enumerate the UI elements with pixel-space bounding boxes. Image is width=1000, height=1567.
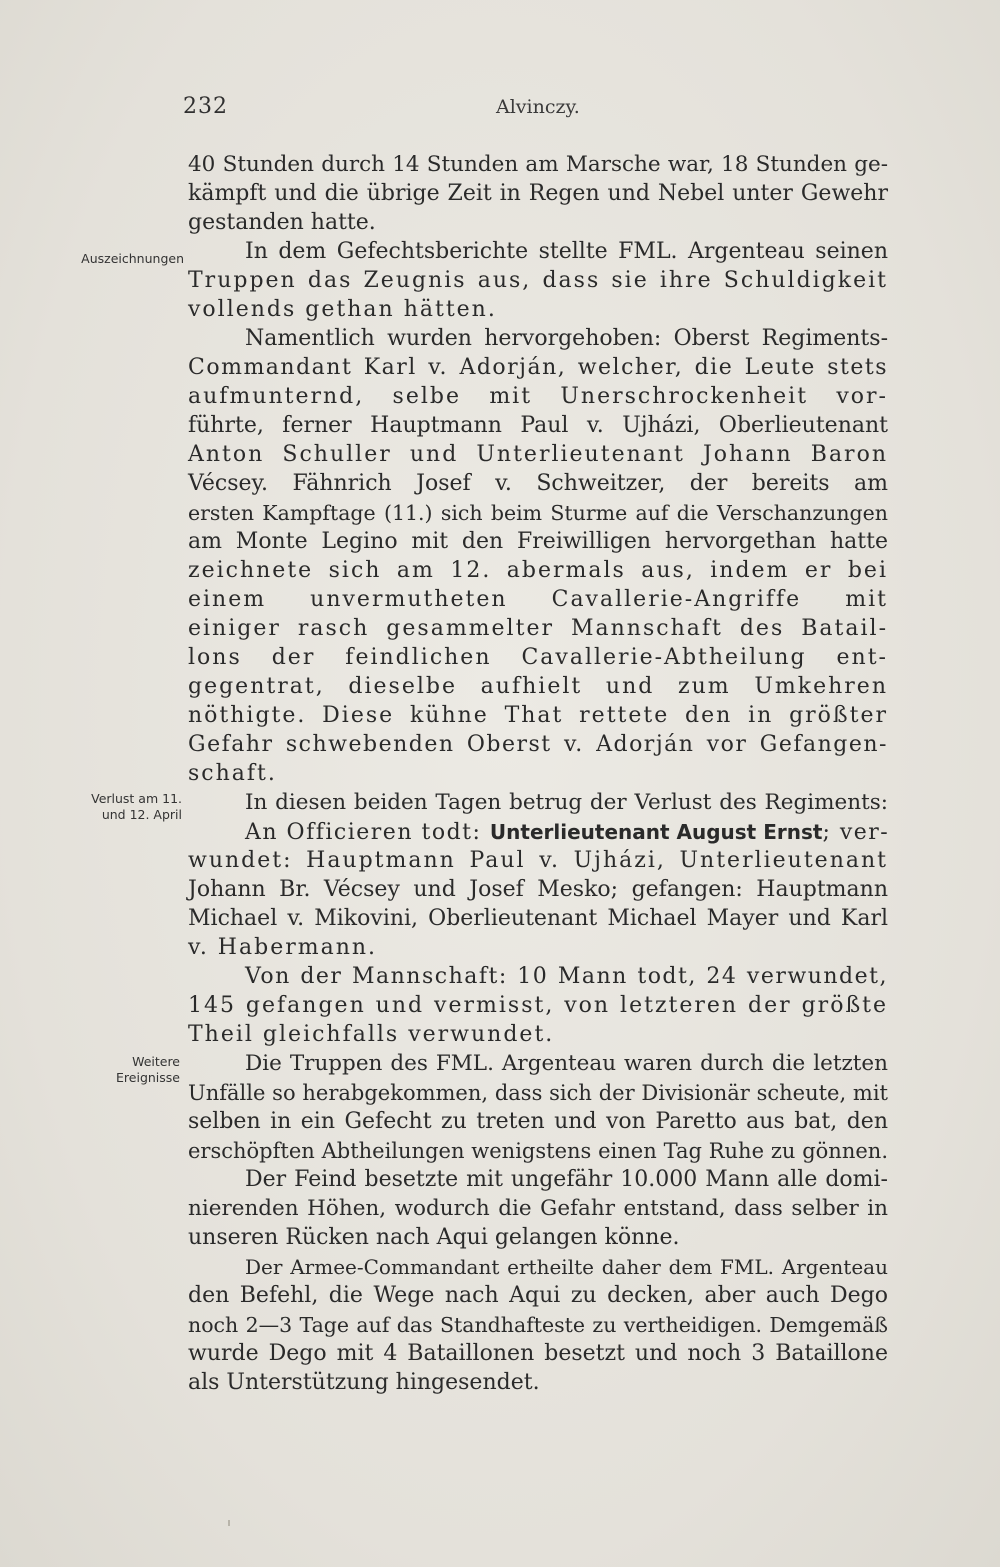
text-line: Unfälle so herabgekommen, dass sich der Divisionär scheute, mit [188,1081,888,1105]
text-line: In diesen beiden Tagen betrug der Verlust des Regiments: [245,790,888,815]
margin-note-weitere-ereignisse: Weitere Ereignisse [116,1054,180,1085]
text-line: unseren Rücken nach Aqui gelangen könne. [188,1225,680,1250]
text-line: nöthigte. Diese kühne That rettete den in größter [188,703,888,728]
text-line: wurde Dego mit 4 Bataillonen besetzt und noch 3 Bataillone [188,1341,888,1366]
text-line: Johann Br. Vécsey und Josef Mesko; gefangen: Hauptmann [188,877,888,902]
text-line: zeichnete sich am 12. abermals aus, indem er bei [188,558,888,583]
text-line: Vécsey. Fähnrich Josef v. Schweitzer, der bereits am [188,471,888,496]
text-line: noch 2—3 Tage auf das Standhafteste zu vertheidigen. Demgemäß [188,1313,888,1337]
text-line: selben in ein Gefecht zu treten und von Paretto aus bat, den [188,1109,888,1134]
bold-name: Unterlieutenant August Ernst [489,820,823,844]
text-line: Theil gleichfalls verwundet. [188,1022,555,1047]
text-line: Michael v. Mikovini, Oberlieutenant Michael Mayer und Karl [188,906,888,931]
text-line: führte, ferner Hauptmann Paul v. Ujházi, Oberlieutenant [188,413,888,438]
text-line: Commandant Karl v. Adorján, welcher, die Leute stets [188,355,888,380]
text-line: 145 gefangen und vermisst, von letzteren der größte [188,993,888,1018]
text-line: schaft. [188,761,277,786]
text-line: einem unvermutheten Cavallerie-Angriffe mit [188,587,888,612]
text-line: 40 Stunden durch 14 Stunden am Marsche war, 18 Stunden ge- [188,152,888,177]
text-line: vollends gethan hätten. [188,297,497,322]
text-line: gegentrat, dieselbe aufhielt und zum Umkehren [188,674,888,699]
text-line: Von der Mannschaft: 10 Mann todt, 24 verwundet, [245,964,888,989]
text-line: lons der feindlichen Cavallerie-Abtheilung ent- [188,645,888,670]
text-line: Der Armee-Commandant ertheilte daher dem FML. Argenteau [245,1255,888,1279]
text-line: ersten Kampftage (11.) sich beim Sturme auf die Verschanzungen [188,501,888,525]
text-line: Gefahr schwebenden Oberst v. Adorján vor Gefangen- [188,732,888,757]
text-line: kämpft und die übrige Zeit in Regen und Nebel unter Gewehr [188,181,888,206]
paper-speck [228,1520,230,1526]
text-line: v. Habermann. [188,935,378,960]
margin-note-verlust: Verlust am 11. und 12. April [91,791,182,822]
text-line: erschöpften Abtheilungen wenigstens einen Tag Ruhe zu gönnen. [188,1139,888,1163]
text-line: Anton Schuller und Unterlieutenant Johann Baron [188,442,888,467]
text-line: wundet: Hauptmann Paul v. Ujházi, Unterlieutenant [188,848,888,873]
text-line: Die Truppen des FML. Argenteau waren durch die letzten [245,1051,888,1076]
text-line: Namentlich wurden hervorgehoben: Oberst Regiments- [245,326,888,351]
text-line: den Befehl, die Wege nach Aqui zu decken, aber auch Dego [188,1283,888,1308]
text-line: In dem Gefechtsberichte stellte FML. Argenteau seinen [245,239,888,264]
text-line: Truppen das Zeugnis aus, dass sie ihre Schuldigkeit [188,268,888,293]
running-title: Alvinczy. [496,96,580,118]
text-line: An Officieren todt: Unterlieutenant August Ernst; ver- [245,820,890,845]
text-line: nierenden Höhen, wodurch die Gefahr entstand, dass selber in [188,1196,888,1221]
text-line: als Unterstützung hingesendet. [188,1370,540,1395]
text-line: am Monte Legino mit den Freiwilligen hervorgethan hatte [188,529,888,554]
text-line: einiger rasch gesammelter Mannschaft des Batail- [188,616,888,641]
page-number: 232 [183,94,228,119]
text-line: gestanden hatte. [188,210,376,235]
text-line: Der Feind besetzte mit ungefähr 10.000 Mann alle domi- [245,1167,888,1192]
margin-note-auszeichnungen: Auszeichnungen [81,251,184,266]
text-line: aufmunternd, selbe mit Unerschrockenheit vor- [188,384,888,409]
